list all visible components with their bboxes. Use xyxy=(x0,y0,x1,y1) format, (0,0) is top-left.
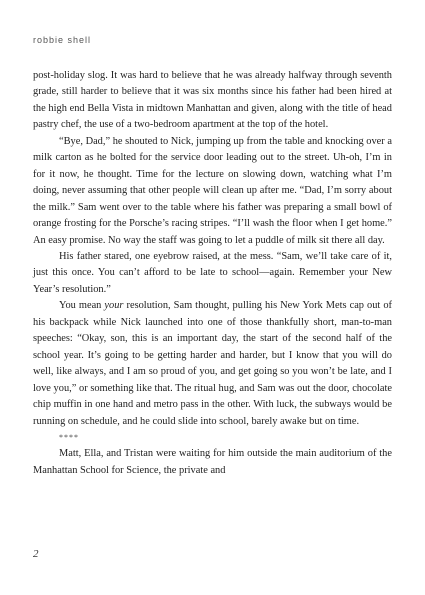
running-head: robbie shell xyxy=(33,35,92,45)
emphasis-word: your xyxy=(104,300,124,312)
paragraph-rest: resolution, Sam thought, pulling his New York Mets cap out of his backpack while Nick launched into one of those thankfully short, man-to-man speeches: “Okay, son, this is an important day, the start of the second half of the school year. It’s going to be getting harder and harder, but I know that you will do well, like always, and I am so proud of you, and get going so you won’t be late, and I love you,” or something like that. The ritual hug, and Sam was out the door, chocolate chip muffin in one hand and metro pass in the other. With luck, the subways would be running on schedule, and he could slide into school, barely awake but on time. xyxy=(33,300,392,427)
page-number: 2 xyxy=(33,548,39,560)
paragraph: post-holiday slog. It was hard to believe that he was already halfway through seventh grade, still harder to believe that it was six months since his father had been hired at the high end Bella Vista in midtown Manhattan and given, along with the title of head pastry chef, the use of a two-bedroom apartment at the top of the hotel. xyxy=(33,70,392,131)
paragraph-start: You mean xyxy=(59,300,105,312)
paragraph xyxy=(33,298,392,430)
paragraph: His father stared, one eyebrow raised, at the mess. “Sam, we’ll take care of it, just this once. You can’t afford to be late to school—again. Remember your New Year’s resolution.” xyxy=(33,250,392,295)
section-break: **** xyxy=(59,432,79,442)
paragraph: Matt, Ella, and Tristan were waiting for him outside the main auditorium of the Manhattan School for Science, the private and xyxy=(33,448,392,476)
body-text xyxy=(33,68,392,479)
paragraph: “Bye, Dad,” he shouted to Nick, jumping up from the table and knocking over a milk carton as he bolted for the service door leading out to the street. Uh-oh, I’m in for it now, he thought. Time for the lecture on slowing down, watching what I’m doing, never assuming that other people will clean up after me. “Dad, I’m sorry about the milk.” Sam went over to the table where his father was preparing a small bowl of orange frosting for the Porsche’s racing stripes. “I’ll wash the floor when I get home.” An easy promise. No way the staff was going to let a puddle of milk sit there all day. xyxy=(33,135,392,246)
